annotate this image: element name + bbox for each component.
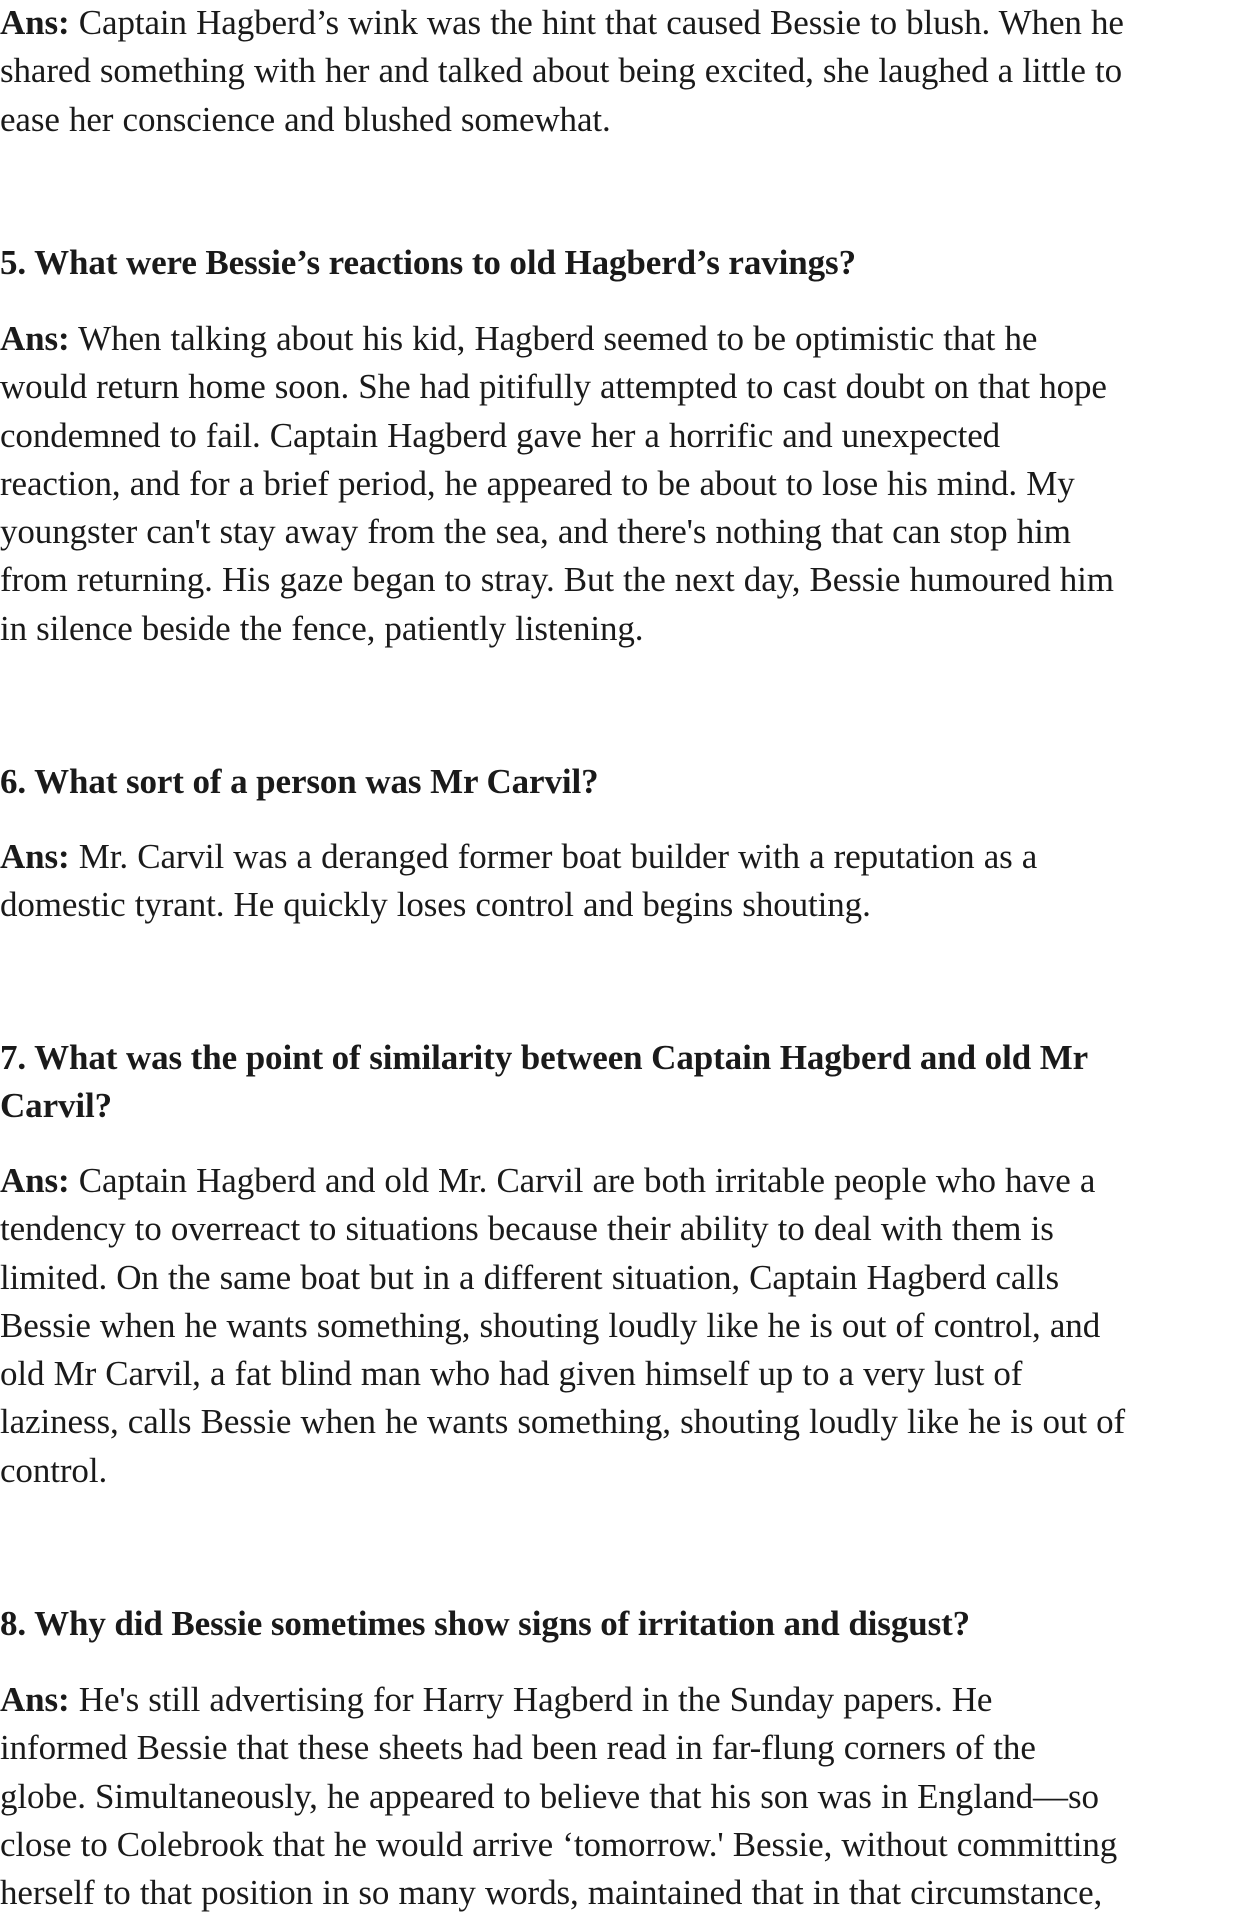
answer-line: tendency to overreact to situations because their ability to deal with them is — [0, 1209, 1054, 1249]
answer-line: ease her conscience and blushed somewhat. — [0, 99, 611, 139]
answer-line: limited. On the same boat but in a different situation, Captain Hagberd calls — [0, 1257, 1060, 1297]
answer-7 — [0, 1157, 1250, 1495]
answer-6 — [0, 833, 1250, 930]
question-8 — [0, 1600, 1250, 1648]
answer-text: He's still advertising for Harry Hagberd in the Sunday papers. He — [69, 1680, 993, 1719]
answer-text: Mr. Carvil was a deranged former boat builder with a reputation as a — [69, 837, 1038, 876]
question-line: 7. What was the point of similarity between Captain Hagberd and old Mr — [0, 1038, 1089, 1077]
answer-line: herself to that position in so many words, maintained that in that circumstance, — [0, 1873, 1103, 1913]
question-7 — [0, 1034, 1250, 1131]
answer-label: Ans: — [0, 837, 70, 876]
answer-line: in silence beside the fence, patiently listening. — [0, 608, 644, 648]
answer-line: youngster can't stay away from the sea, and there's nothing that can stop him — [0, 512, 1071, 552]
answer-line: shared something with her and talked about being excited, she laughed a little to — [0, 51, 1122, 91]
answer-line: condemned to fail. Captain Hagberd gave her a horrific and unexpected — [0, 415, 1001, 455]
answer-line: from returning. His gaze began to stray. But the next day, Bessie humoured him — [0, 560, 1114, 600]
answer-line — [0, 833, 1250, 881]
answer-line — [0, 315, 1250, 363]
question-line: 5. What were Bessie’s reactions to old Hagberd’s ravings? — [0, 243, 856, 282]
question-5 — [0, 239, 1250, 287]
answer-line: reaction, and for a brief period, he appeared to be about to lose his mind. My — [0, 463, 1075, 503]
answer-line: Bessie when he wants something, shouting loudly like he is out of control, and — [0, 1305, 1101, 1345]
answer-label: Ans: — [0, 319, 70, 358]
question-line: 6. What sort of a person was Mr Carvil? — [0, 762, 599, 801]
answer-text: Captain Hagberd and old Mr. Carvil are both irritable people who have a — [69, 1161, 1096, 1200]
answer-line — [0, 1676, 1250, 1724]
answer-line: informed Bessie that these sheets had been read in far-flung corners of the — [0, 1728, 1036, 1768]
question-6 — [0, 758, 1250, 806]
answer-5 — [0, 315, 1250, 653]
answer-text: When talking about his kid, Hagberd seemed to be optimistic that he — [69, 319, 1038, 358]
answer-text: Captain Hagberd’s wink was the hint that caused Bessie to blush. When he — [69, 3, 1124, 42]
answer-label: Ans: — [0, 1161, 70, 1200]
question-line: Carvil? — [0, 1086, 113, 1126]
answer-8 — [0, 1676, 1250, 1913]
question-line: 8. Why did Bessie sometimes show signs of irritation and disgust? — [0, 1604, 971, 1643]
answer-line: close to Colebrook that he would arrive ‘tomorrow.' Bessie, without committing — [0, 1824, 1118, 1864]
answer-line: would return home soon. She had pitifully attempted to cast doubt on that hope — [0, 367, 1107, 407]
answer-line: globe. Simultaneously, he appeared to believe that his son was in England—so — [0, 1776, 1099, 1816]
answer-label: Ans: — [0, 3, 70, 42]
answer-line: old Mr Carvil, a fat blind man who had given himself up to a very lust of — [0, 1354, 1023, 1394]
answer-line: domestic tyrant. He quickly loses control and begins shouting. — [0, 885, 871, 925]
answer-line: laziness, calls Bessie when he wants something, shouting loudly like he is out of — [0, 1402, 1126, 1442]
answer-line — [0, 1157, 1250, 1205]
answer-4 — [0, 0, 1250, 144]
answer-line: control. — [0, 1450, 108, 1490]
answer-line — [0, 0, 1250, 47]
answer-label: Ans: — [0, 1680, 70, 1719]
